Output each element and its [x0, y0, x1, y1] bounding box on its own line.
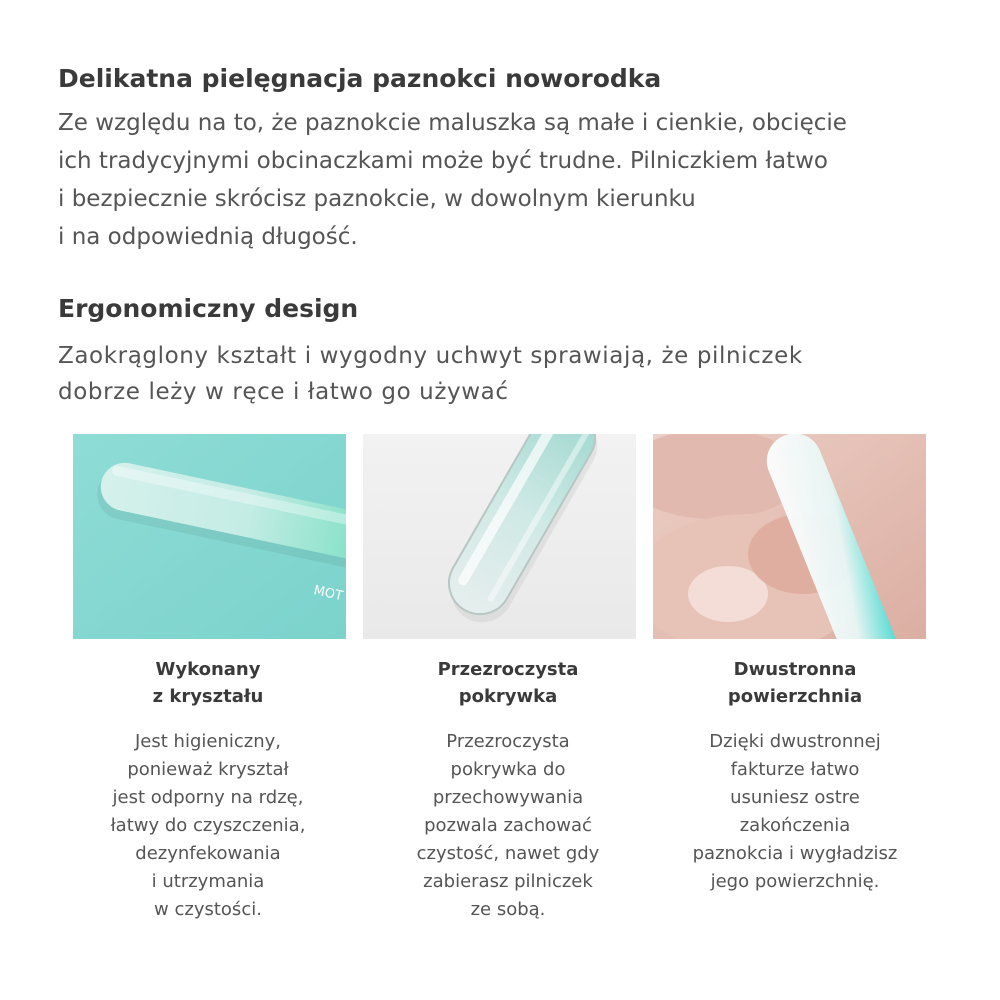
- feature-line: fakturze łatwo: [730, 759, 860, 780]
- feature-title: [650, 656, 940, 710]
- nail-filing-illustration: [653, 434, 926, 639]
- feature-line: ponieważ kryształ: [127, 759, 289, 780]
- feature-line: w czystości.: [154, 899, 262, 920]
- feature-description: [63, 728, 353, 924]
- feature-line: pozwala zachować: [424, 815, 592, 836]
- section-line: Zaokrąglony kształt i wygodny uchwyt sprawiają, że pilniczek: [58, 343, 803, 369]
- feature-title: [363, 656, 653, 710]
- feature-title: [63, 656, 353, 710]
- crystal-file-photo: [73, 434, 346, 639]
- feature-line: jest odporny na rdzę,: [112, 787, 304, 808]
- feature-line: Dzięki dwustronnej: [709, 731, 881, 752]
- feature-title-line: powierzchnia: [727, 686, 863, 707]
- feature-line: dezynfekowania: [135, 843, 281, 864]
- section-paragraph: [58, 338, 968, 410]
- feature-line: czystość, nawet gdy: [416, 843, 600, 864]
- feature-title-line: pokrywka: [458, 686, 558, 707]
- feature-description: [650, 728, 940, 896]
- intro-line: Ze względu na to, że paznokcie maluszka są małe i cienkie, obcięcie: [58, 110, 847, 136]
- feature-line: przechowywania: [432, 787, 584, 808]
- feature-description: [363, 728, 653, 924]
- feature-cover: [363, 656, 653, 924]
- feature-title-line: Przezroczysta: [437, 659, 579, 680]
- feature-line: łatwy do czyszczenia,: [110, 815, 306, 836]
- feature-title-line: Wykonany: [155, 659, 261, 680]
- nail-filing-photo: [653, 434, 926, 639]
- intro-line: ich tradycyjnymi obcinaczkami może być trudne. Pilniczkiem łatwo: [58, 148, 828, 174]
- feature-line: i utrzymania: [151, 871, 265, 892]
- feature-line: Przezroczysta: [446, 731, 570, 752]
- feature-line: jego powierzchnię.: [710, 871, 880, 892]
- intro-line: i na odpowiednią długość.: [58, 224, 358, 250]
- feature-crystal: [63, 656, 353, 924]
- feature-title-line: Dwustronna: [733, 659, 857, 680]
- brand-text: MOT: [312, 583, 345, 605]
- feature-line: usuniesz ostre: [730, 787, 860, 808]
- main-heading: Delikatna pielęgnacja paznokci noworodka: [58, 64, 662, 93]
- feature-line: zabierasz pilniczek: [423, 871, 593, 892]
- feature-surface: [650, 656, 940, 896]
- feature-title-line: z kryształu: [152, 686, 264, 707]
- section-heading: Ergonomiczny design: [58, 294, 359, 323]
- transparent-cover-illustration: [363, 434, 636, 639]
- feature-line: paznokcia i wygładzisz: [692, 843, 898, 864]
- crystal-file-illustration: [73, 434, 346, 639]
- intro-paragraph: [58, 104, 968, 256]
- feature-line: zakończenia: [739, 815, 851, 836]
- feature-line: Jest higieniczny,: [135, 731, 281, 752]
- section-line: dobrze leży w ręce i łatwo go używać: [58, 379, 509, 405]
- feature-line: pokrywka do: [450, 759, 566, 780]
- transparent-cover-photo: [363, 434, 636, 639]
- feature-line: ze sobą.: [470, 899, 546, 920]
- intro-line: i bezpiecznie skrócisz paznokcie, w dowolnym kierunku: [58, 186, 696, 212]
